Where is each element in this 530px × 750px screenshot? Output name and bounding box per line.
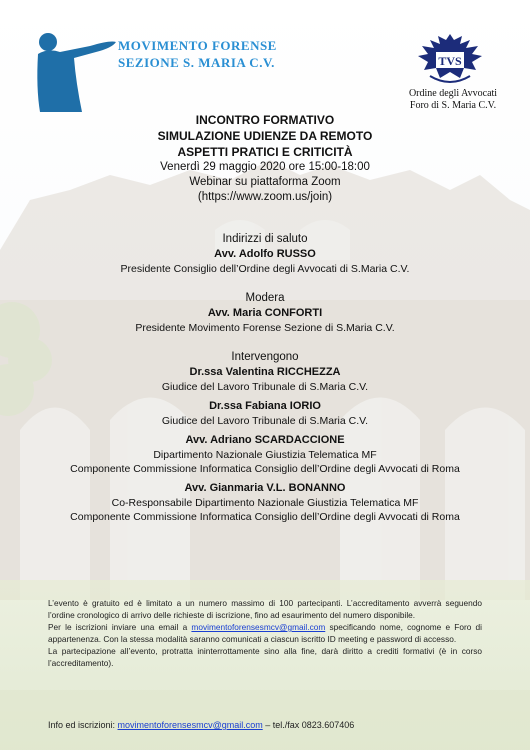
intervengono-label: Intervengono xyxy=(231,351,299,363)
registration-email-link[interactable]: movimentoforensesmcv@gmail.com xyxy=(191,622,326,632)
notes-registration-text: Per le iscrizioni inviare una email a xyxy=(48,622,192,632)
event-notes xyxy=(48,597,482,669)
speaker-role: Giudice del Lavoro Tribunale di S.Maria C.V. xyxy=(161,381,369,393)
event-title-2: SIMULAZIONE UDIENZE DA REMOTO xyxy=(157,129,373,143)
event-url: (https://www.zoom.us/join) xyxy=(197,191,333,203)
notes-credits: La partecipazione all’evento, protratta ininterrottamente sino alla fine, darà diritto a crediti formativi (è in corso l’accreditamento). xyxy=(48,646,482,668)
footer-contact xyxy=(48,719,354,731)
crest-letters: TVS xyxy=(438,54,462,68)
footer-email-link[interactable]: movimentoforensesmcv@gmail.com xyxy=(117,720,263,730)
event-title-1: INCONTRO FORMATIVO xyxy=(195,113,335,127)
notes-registration xyxy=(48,621,482,645)
speaker-role-secondary: Componente Commissione Informatica Consiglio dell’Ordine degli Avvocati di Roma xyxy=(70,511,460,523)
organization-name: MOVIMENTO FORENSE xyxy=(118,38,277,53)
speaker-name: Avv. Gianmaria V.L. BONANNO xyxy=(184,482,346,494)
modera-name: Avv. Maria CONFORTI xyxy=(207,307,323,319)
speaker-role: Co-Responsabile Dipartimento Nazionale Giustizia Telematica MF xyxy=(111,497,419,509)
organization-section: SEZIONE S. MARIA C.V. xyxy=(118,55,275,70)
saluti-label: Indirizzi di saluto xyxy=(222,233,308,245)
saluti-name: Avv. Adolfo RUSSO xyxy=(214,248,316,260)
organization-title xyxy=(118,37,277,71)
event-title-3: ASPETTI PRATICI E CRITICITÀ xyxy=(177,145,353,159)
speaker-role: Giudice del Lavoro Tribunale di S.Maria C.V. xyxy=(161,415,369,427)
notes-registration-text-end: specificando nome, cognome e Foro di appartenenza. Con la stessa modalità saranno comunicati a ciascun iscritto ID meeting e password di accesso. xyxy=(48,622,483,644)
modera-label: Modera xyxy=(245,292,285,304)
footer-phone: – tel./fax 0823.607406 xyxy=(262,720,355,730)
speaker-name: Avv. Adriano SCARDACCIONE xyxy=(185,434,345,446)
event-content xyxy=(0,112,530,524)
speaker-name: Dr.ssa Fabiana IORIO xyxy=(209,400,321,412)
ordine-foro: Foro di S. Maria C.V. xyxy=(409,100,497,111)
speaker-role-secondary: Componente Commissione Informatica Consiglio dell’Ordine degli Avvocati di Roma xyxy=(70,463,460,475)
ordine-name: Ordine degli Avvocati xyxy=(408,88,498,99)
movimento-forense-logo xyxy=(30,28,120,112)
notes-limit: L’evento è gratuito ed è limitato a un numero massimo di 100 partecipanti. L’accreditamento avverrà seguendo l’ordine cronologico di arrivo delle richieste di iscrizione, fino ad esaurimento del numero disponibile. xyxy=(48,598,482,620)
speaker-role: Dipartimento Nazionale Giustizia Telematica MF xyxy=(153,449,377,461)
ordine-avvocati-crest xyxy=(416,30,484,88)
ordine-caption xyxy=(405,88,501,112)
event-platform: Webinar su piattaforma Zoom xyxy=(189,176,341,188)
modera-role: Presidente Movimento Forense Sezione di S.Maria C.V. xyxy=(135,322,395,334)
speaker-name: Dr.ssa Valentina RICCHEZZA xyxy=(189,366,341,378)
event-date: Venerdì 29 maggio 2020 ore 15:00-18:00 xyxy=(160,161,370,173)
footer-prefix: Info ed iscrizioni: xyxy=(48,720,118,730)
saluti-role: Presidente Consiglio dell’Ordine degli Avvocati di S.Maria C.V. xyxy=(120,263,410,275)
